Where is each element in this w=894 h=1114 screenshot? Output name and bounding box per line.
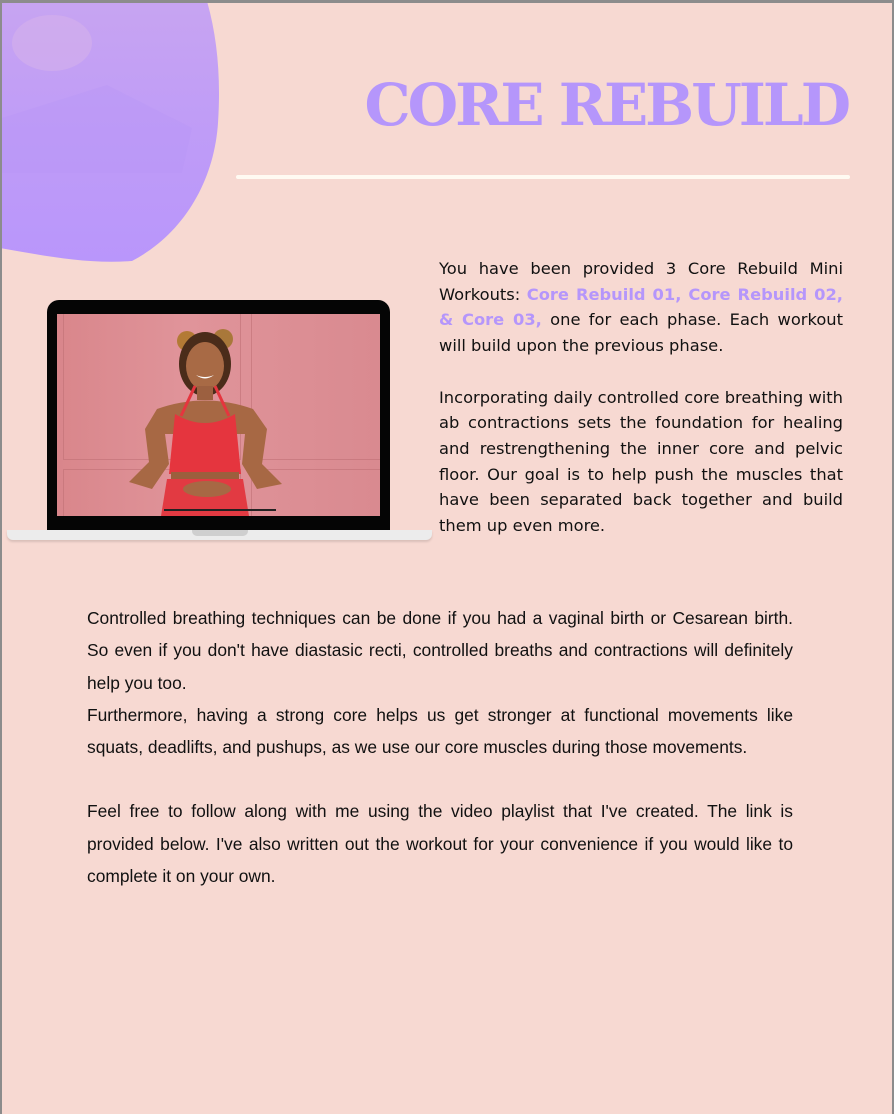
decorative-purple-blob	[2, 3, 222, 263]
workout-names-highlight: Core Rebuild 01, Core Rebuild 02, & Core 03,	[439, 284, 843, 330]
workout-video-thumbnail	[57, 314, 380, 516]
body-paragraph-3: Feel free to follow along with me using the video playlist that I've created. The link is provided below. I've also written out the workout for your convenience if you would like to complete it on your own.	[87, 801, 793, 887]
title-divider	[236, 175, 850, 179]
intro-paragraph-2: Incorporating daily controlled core breathing with ab contractions sets the foundation for healing and restrengthening the inner core and pelvic floor. Our goal is to help push the muscles that have been separated back together and build them up even more.	[439, 387, 843, 536]
document-page	[2, 3, 892, 1114]
page-title: CORE REBUILD	[364, 71, 848, 139]
body-paragraph-1: Controlled breathing techniques can be done if you had a vaginal birth or Cesarean birth. So even if you don't have diastasic recti, controlled breaths and contractions will definitely help you too.	[87, 608, 793, 693]
intro-paragraph-1: You have been provided 3 Core Rebuild Mini Workouts: Core Rebuild 01, Core Rebuild 02, & Core 03, one for each phase. Each workout will build upon the previous phase.	[439, 259, 843, 356]
laptop-mockup	[7, 300, 432, 545]
body-text	[87, 602, 793, 892]
video-progress-bar	[164, 509, 276, 511]
instructor-figure	[57, 314, 380, 516]
intro-text	[439, 256, 843, 564]
laptop-lid	[47, 300, 390, 532]
body-paragraph-2: Furthermore, having a strong core helps us get stronger at functional movements like squats, deadlifts, and pushups, as we use our core muscles during those movements.	[87, 704, 793, 758]
laptop-notch	[192, 530, 248, 536]
